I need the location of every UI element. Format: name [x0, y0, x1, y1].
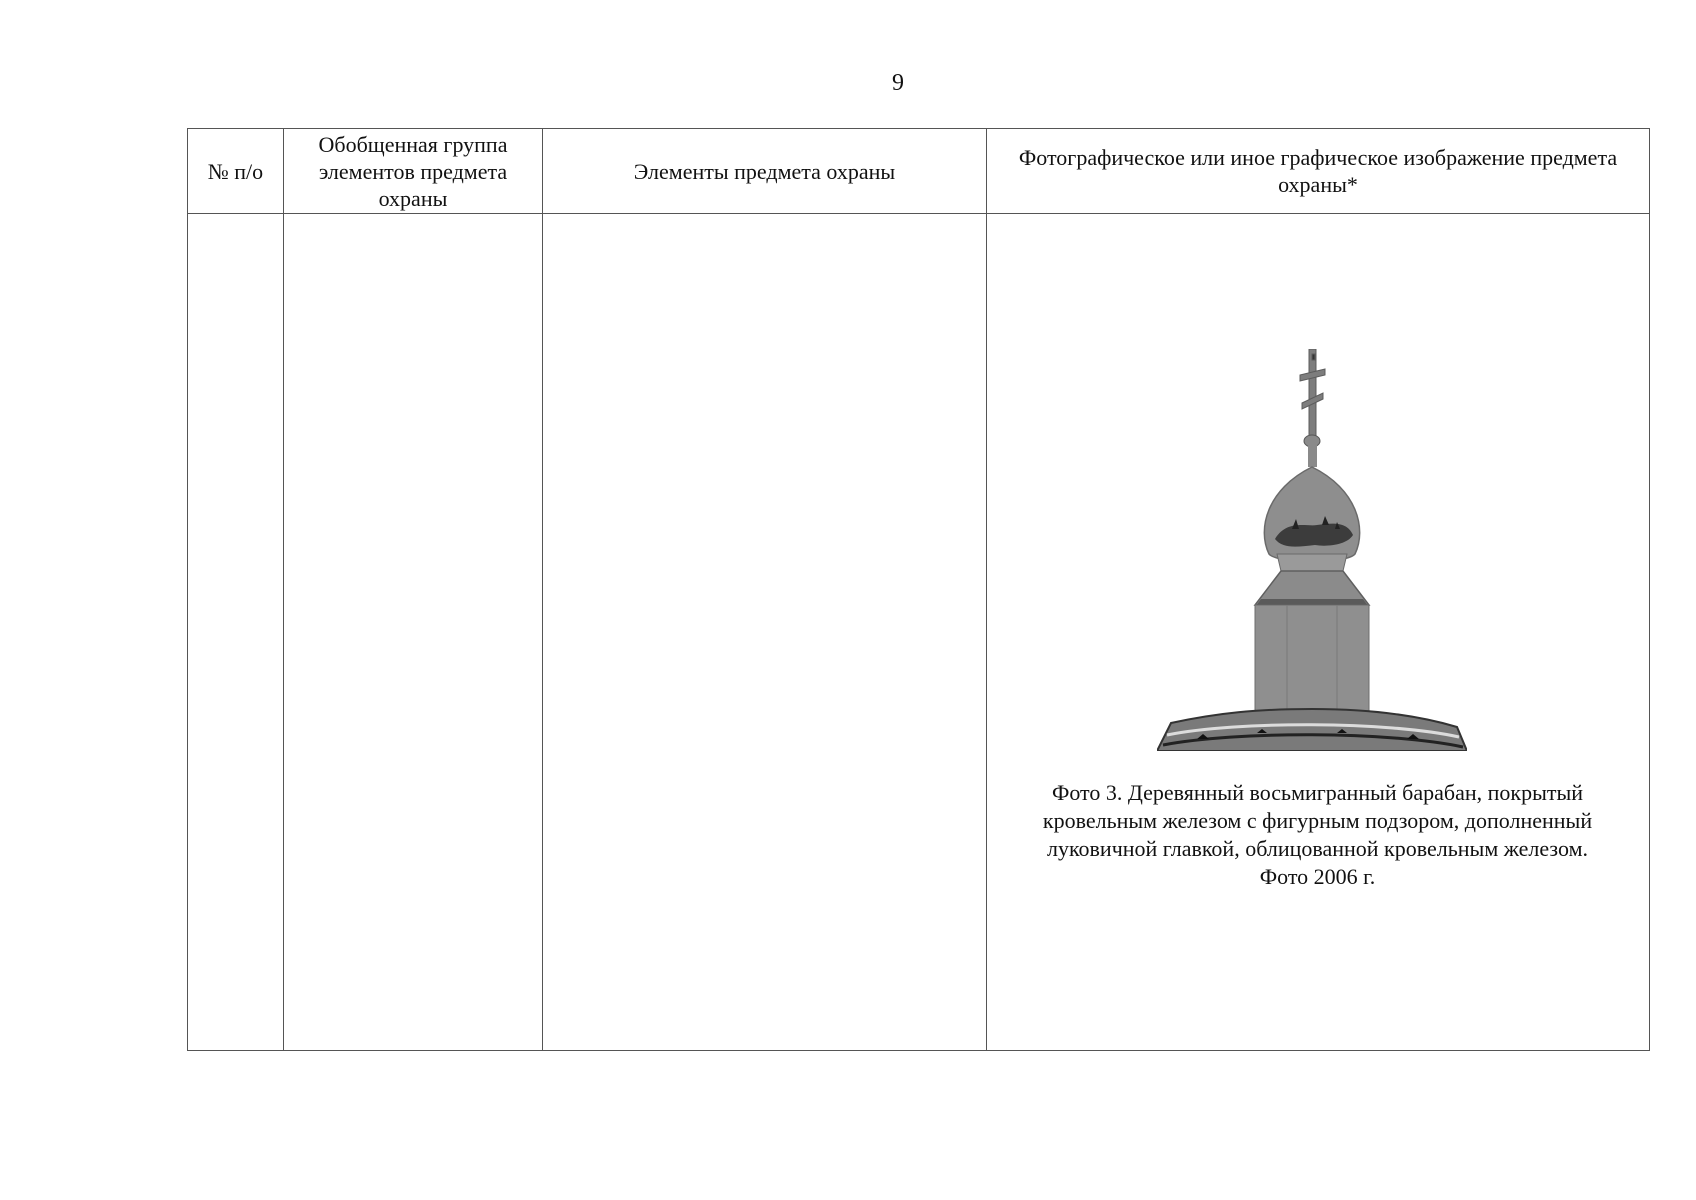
- header-protection-elements: Элементы предмета охраны: [543, 129, 987, 214]
- cell-number: [188, 214, 284, 1051]
- caption-line: луковичной главкой, облицованной кровельным железом.: [1046, 836, 1588, 861]
- header-photo: Фотографическое или иное графическое изображение предмета охраны*: [987, 129, 1650, 214]
- table-row: [188, 214, 1650, 1051]
- caption-line: Фото 2006 г.: [1259, 864, 1376, 889]
- protection-subject-table: [187, 128, 1650, 1051]
- page-number: 9: [892, 70, 904, 96]
- cell-element-group: [284, 214, 543, 1051]
- cell-photo: [987, 214, 1650, 1051]
- cross-icon: [1300, 349, 1325, 437]
- caption-line: кровельным железом с фигурным подзором, дополненный: [1042, 808, 1593, 833]
- header-number: № п/о: [188, 129, 284, 214]
- photo-caption: [1001, 779, 1634, 891]
- cell-protection-elements: [543, 214, 987, 1051]
- caption-line: Фото 3. Деревянный восьмигранный барабан, покрытый: [1051, 780, 1584, 805]
- table-header-row: [188, 129, 1650, 214]
- header-element-group: Обобщенная группа элементов предмета охраны: [284, 129, 543, 214]
- church-dome-photo: [1157, 349, 1467, 751]
